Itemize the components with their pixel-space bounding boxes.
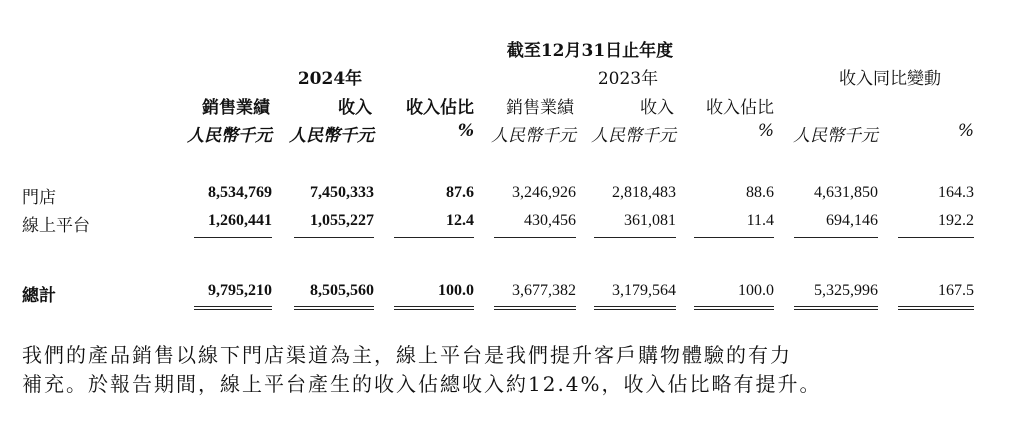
yoy-header: 收入同比變動: [839, 69, 941, 89]
paragraph-line-2: 補充。於報告期間，線上平台產生的收入佔總收入約12.4%，收入佔比略有提升。: [22, 372, 822, 396]
total-double-rule: [794, 306, 878, 310]
total-double-rule: [494, 306, 576, 310]
cell-stores-revenue-2023: 2,818,483: [612, 184, 676, 201]
cell-online-revenue-2023: 361,081: [624, 212, 676, 229]
cell-total-revenue-2023: 3,179,564: [612, 282, 676, 299]
cell-online-share-2023: 11.4: [746, 212, 774, 229]
cell-online-yoy-amount: 694,146: [826, 212, 878, 229]
cell-stores-sales-2024: 8,534,769: [208, 184, 272, 201]
subtotal-rule: [494, 237, 576, 238]
total-double-rule: [898, 306, 974, 310]
col-sales-2023-unit: 人民幣千元: [491, 126, 576, 146]
col-revenue-2023-label: 收入: [640, 98, 674, 118]
cell-online-sales-2023: 430,456: [524, 212, 576, 229]
total-double-rule: [694, 306, 774, 310]
cell-online-share-2024: 12.4: [446, 212, 474, 229]
cell-total-sales-2024: 9,795,210: [208, 282, 272, 299]
col-share-2024-label: 收入佔比: [406, 98, 474, 118]
subtotal-rule: [794, 237, 878, 238]
col-yoy-amount-unit: 人民幣千元: [793, 126, 878, 146]
cell-stores-yoy-amount: 4,631,850: [814, 184, 878, 201]
cell-total-share-2023: 100.0: [738, 282, 774, 299]
col-share-2023-unit: %: [757, 121, 774, 141]
subtotal-rule: [694, 237, 774, 238]
paragraph-line-1: 我們的產品銷售以線下門店渠道為主，線上平台是我們提升客戶購物體驗的有力: [22, 343, 792, 367]
cell-online-revenue-2024: 1,055,227: [310, 212, 374, 229]
cell-stores-yoy-percent: 164.3: [938, 184, 974, 201]
subtotal-rule: [194, 237, 272, 238]
subtotal-rule: [394, 237, 474, 238]
cell-total-yoy-amount: 5,325,996: [814, 282, 878, 299]
row-label-stores: 門店: [22, 188, 56, 208]
col-share-2023-label: 收入佔比: [706, 98, 774, 118]
cell-total-sales-2023: 3,677,382: [512, 282, 576, 299]
subtotal-rule: [294, 237, 374, 238]
cell-stores-share-2023: 88.6: [746, 184, 774, 201]
subtotal-rule: [898, 237, 974, 238]
col-sales-2023-label: 銷售業績: [506, 98, 574, 118]
col-revenue-2024-unit: 人民幣千元: [289, 126, 374, 146]
total-double-rule: [594, 306, 676, 310]
cell-online-yoy-percent: 192.2: [938, 212, 974, 229]
col-revenue-2024-label: 收入: [338, 98, 372, 118]
subtotal-rule: [594, 237, 676, 238]
year-2023-header: 2023年: [597, 69, 659, 89]
cell-stores-revenue-2024: 7,450,333: [310, 184, 374, 201]
col-sales-2024-unit: 人民幣千元: [187, 126, 272, 146]
period-header: 截至12月31日止年度: [506, 41, 674, 61]
year-2024-header: 2024年: [297, 69, 363, 89]
cell-online-sales-2024: 1,260,441: [208, 212, 272, 229]
cell-total-revenue-2024: 8,505,560: [310, 282, 374, 299]
col-sales-2024-label: 銷售業績: [202, 98, 270, 118]
cell-stores-share-2024: 87.6: [446, 184, 474, 201]
total-double-rule: [294, 306, 374, 310]
total-double-rule: [194, 306, 272, 310]
cell-total-yoy-percent: 167.5: [938, 282, 974, 299]
row-label-online: 線上平台: [22, 216, 90, 236]
total-double-rule: [394, 306, 474, 310]
col-yoy-percent-unit: %: [957, 121, 974, 141]
cell-total-share-2024: 100.0: [438, 282, 474, 299]
col-revenue-2023-unit: 人民幣千元: [591, 126, 676, 146]
col-share-2024-unit: %: [457, 121, 474, 141]
cell-stores-sales-2023: 3,246,926: [512, 184, 576, 201]
row-label-total: 總計: [22, 286, 56, 306]
